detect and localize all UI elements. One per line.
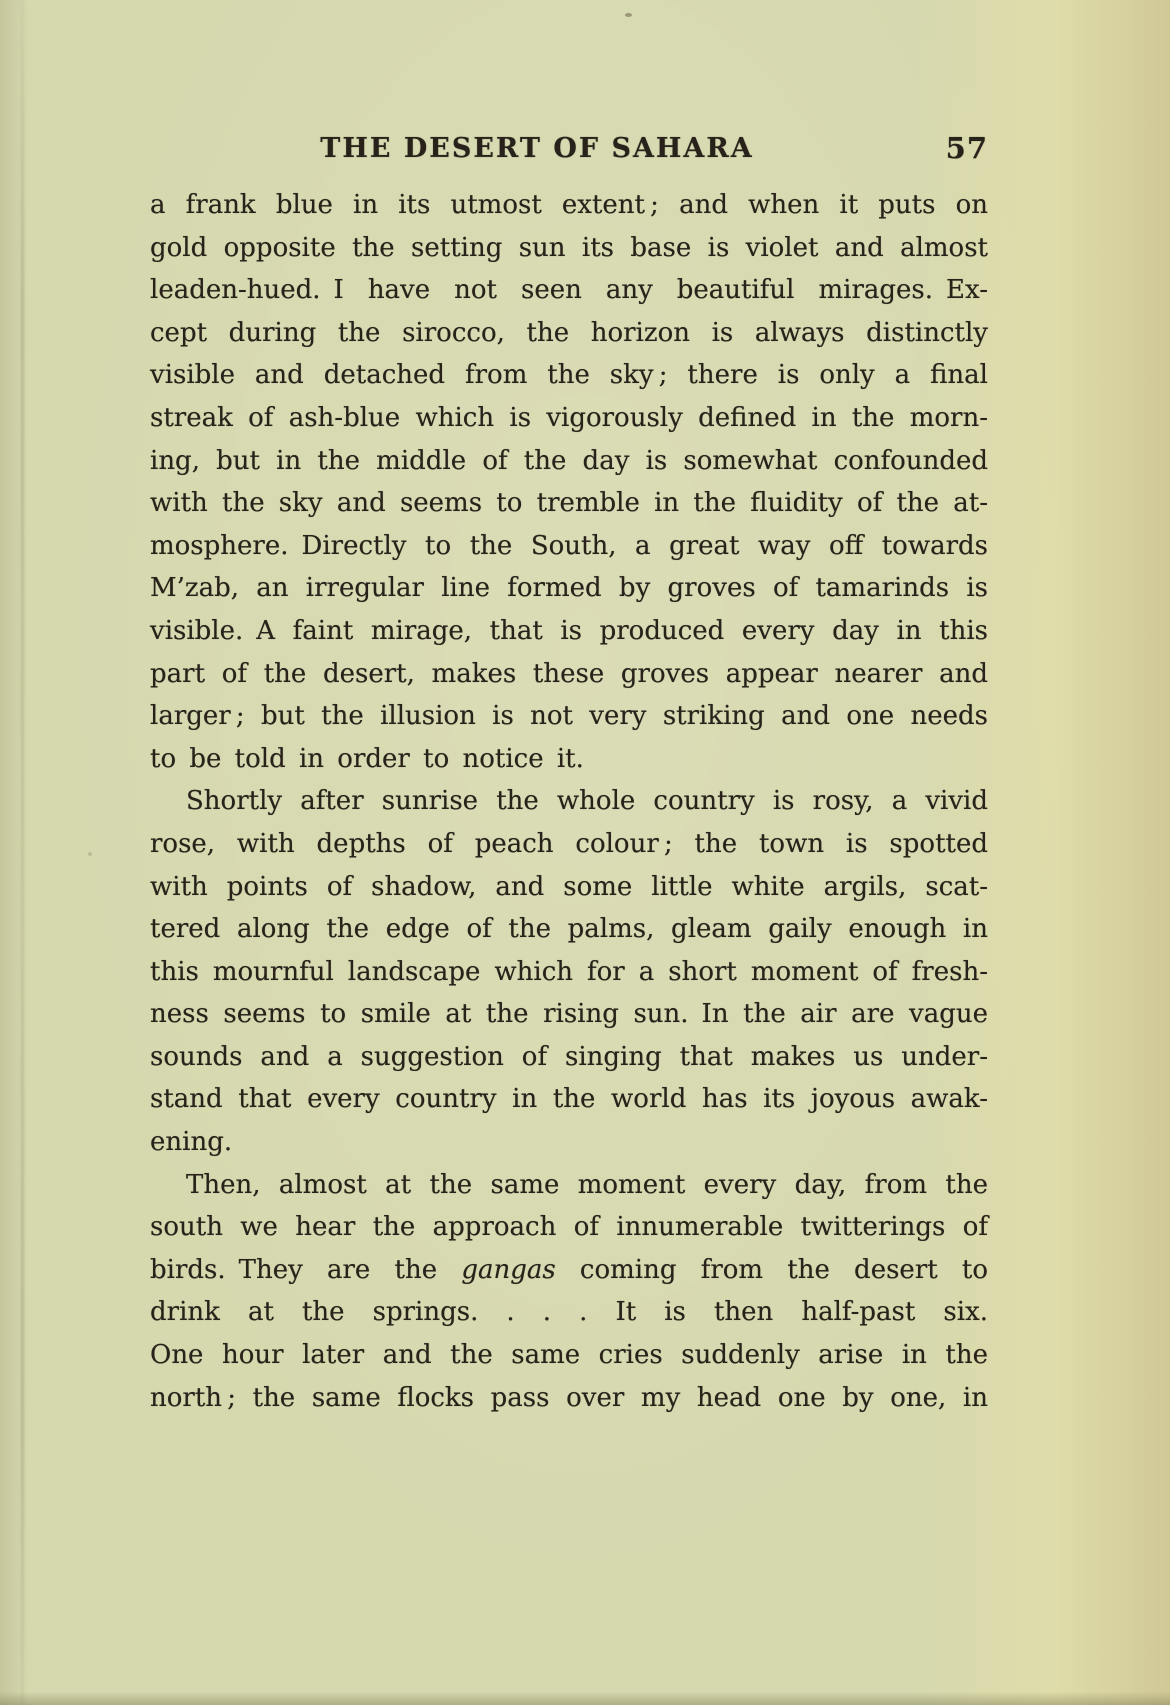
text-line: drink at the springs. . . . It is then half-past six. (150, 1297, 988, 1328)
text-line: north ; the same flocks pass over my head one by one, in (150, 1382, 988, 1413)
text-line: leaden-hued. I have not seen any beautiful mirages. Ex- (150, 275, 988, 306)
page-number: 57 (945, 131, 988, 165)
text-line: streak of ash-blue which is vigorously defined in the morn- (150, 402, 988, 433)
text-line: larger ; but the illusion is not very striking and one needs (150, 701, 988, 732)
text-line: ing, but in the middle of the day is somewhat confounded (150, 445, 988, 476)
text-block (150, 184, 988, 1419)
text-line: gold opposite the setting sun its base is violet and almost (150, 232, 988, 263)
page-crease (21, 0, 24, 1705)
running-title: THE DESERT OF SAHARA (320, 133, 754, 164)
text-line: birds. They are the gangas coming from the desert to (150, 1254, 988, 1285)
text-line: a frank blue in its utmost extent ; and when it puts on (150, 190, 988, 220)
dust-speck (88, 852, 92, 856)
text-line: mosphere. Directly to the South, a great way off towards (150, 530, 988, 561)
text-line: this mournful landscape which for a short moment of fresh- (150, 956, 988, 987)
text-line: ening. (150, 1127, 233, 1158)
text-line: sounds and a suggestion of singing that makes us under- (150, 1041, 988, 1072)
text-line: One hour later and the same cries suddenly arise in the (150, 1340, 988, 1371)
text-line: with points of shadow, and some little white argils, scat- (150, 871, 988, 902)
text-line: M’zab, an irregular line formed by groves of tamarinds is (150, 573, 988, 604)
text-line: Then, almost at the same moment every day, from the (186, 1169, 988, 1200)
text-line: with the sky and seems to tremble in the fluidity of the at- (150, 488, 988, 519)
text-line: part of the desert, makes these groves appear nearer and (150, 658, 988, 689)
text-line: to be told in order to notice it. (150, 743, 584, 774)
text-line: visible. A faint mirage, that is produced every day in this (150, 615, 988, 646)
text-line: Shortly after sunrise the whole country is rosy, a vivid (186, 786, 988, 817)
text-line: visible and detached from the sky ; there is only a final (150, 360, 988, 391)
page-header (150, 133, 988, 173)
text-line: tered along the edge of the palms, gleam gaily enough in (150, 914, 988, 945)
text-line: south we hear the approach of innumerable twitterings of (150, 1212, 988, 1243)
text-line: cept during the sirocco, the horizon is always distinctly (150, 317, 988, 348)
dust-speck (625, 13, 632, 17)
text-line: rose, with depths of peach colour ; the town is spotted (150, 828, 988, 859)
text-line: stand that every country in the world has its joyous awak- (150, 1084, 988, 1115)
text-line: ness seems to smile at the rising sun. In the air are vague (150, 999, 988, 1030)
